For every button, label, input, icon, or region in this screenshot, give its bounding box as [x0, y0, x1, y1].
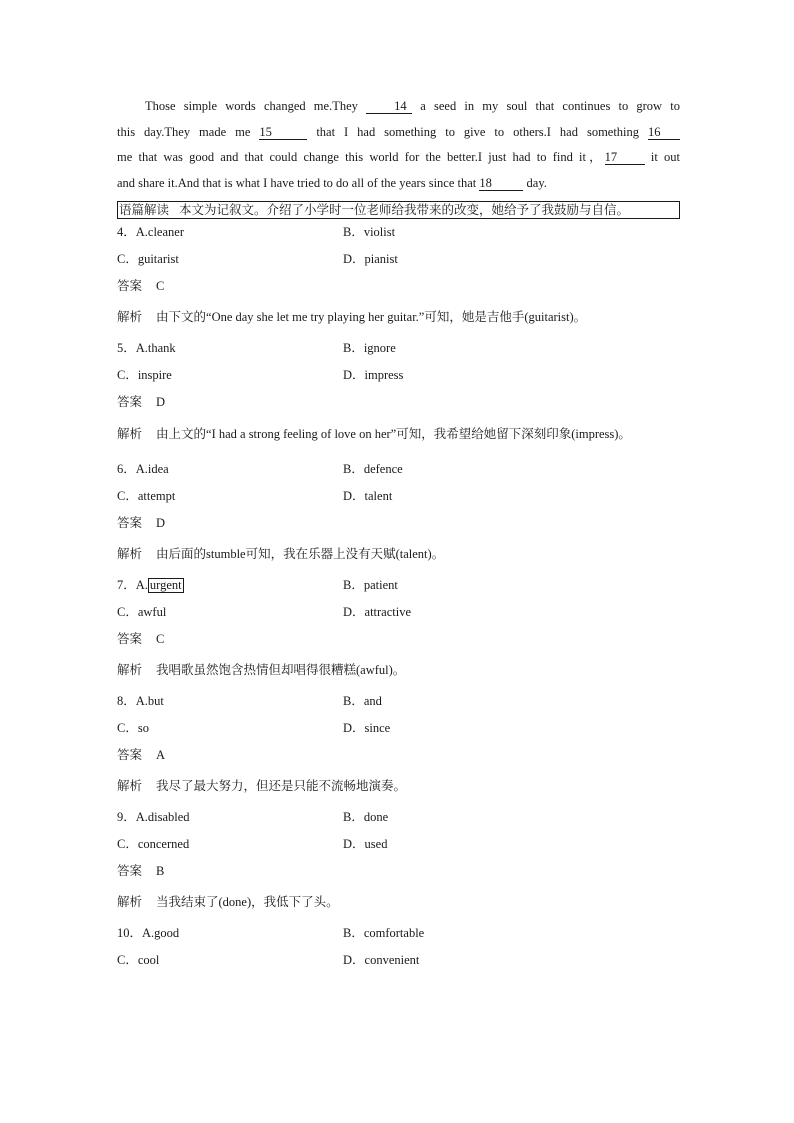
explanation-5 [117, 416, 680, 452]
blank-16: 16 [648, 125, 680, 140]
passage-text: and share it.And that is what I have tried to do all of the years since that [117, 175, 480, 190]
summary-label: 语篇解读 [119, 203, 170, 217]
passage-text: it out [644, 150, 680, 164]
question-5-row-2 [117, 362, 680, 389]
option-a: 8．A.but [117, 694, 164, 708]
option-c: C．inspire [117, 368, 172, 382]
option-c: C．so [117, 721, 149, 735]
explanation-label: 解析 [117, 663, 143, 677]
option-c: C．guitarist [117, 252, 179, 266]
explanation-label: 解析 [117, 895, 143, 909]
answer-value: C [156, 632, 165, 646]
passage-line [117, 171, 680, 197]
blank-15: 15 [259, 125, 307, 140]
option-a: 10．A.good [117, 926, 180, 940]
option-b: B．and [343, 694, 382, 708]
explanation-label: 解析 [117, 310, 143, 324]
answer-label: 答案 [117, 748, 143, 762]
explanation-text: 由后面的stumble可知，我在乐器上没有天赋(talent)。 [156, 547, 445, 561]
explanation-text: 由上文的“I had a strong feeling of love on her”可知，我希望给她留下深刻印象(impress)。 [156, 427, 631, 441]
passage-line [117, 120, 680, 146]
question-5-row-1 [117, 335, 680, 362]
explanation-text: 我唱歌虽然饱含热情但却唱得很糟糕(awful)。 [156, 663, 406, 677]
answer-label: 答案 [117, 516, 143, 530]
answer-value: A [156, 748, 166, 762]
option-c: C．awful [117, 605, 167, 619]
question-10-row-2 [117, 947, 680, 974]
passage [117, 94, 680, 196]
option-a-word: urgent [149, 578, 182, 592]
blank-14: 14 [366, 99, 412, 114]
explanation-9 [117, 889, 680, 916]
answer-value: D [156, 516, 166, 530]
option-d: D．convenient [343, 953, 420, 967]
option-b: B．defence [343, 462, 403, 476]
explanation-4 [117, 304, 680, 331]
passage-summary-box [117, 201, 680, 219]
answer-5 [117, 389, 680, 416]
explanation-6 [117, 541, 680, 568]
option-b: B．patient [343, 578, 398, 592]
option-d: D．talent [343, 489, 393, 503]
explanation-label: 解析 [117, 779, 143, 793]
option-a: 4．A.cleaner [117, 225, 184, 239]
answer-label: 答案 [117, 864, 143, 878]
passage-text: Those simple words changed me.They [145, 99, 367, 113]
answer-4 [117, 273, 680, 300]
question-9-row-2 [117, 831, 680, 858]
passage-text: me that was good and that could change this world for the better.I just had to find it， [117, 150, 605, 164]
question-7-row-1 [117, 572, 680, 599]
answer-7 [117, 626, 680, 653]
option-c: C．concerned [117, 837, 190, 851]
explanation-7 [117, 657, 680, 684]
explanation-text: 当我结束了(done)，我低下了头。 [156, 895, 339, 909]
question-8-row-2 [117, 715, 680, 742]
answer-value: D [156, 395, 166, 409]
passage-text: day. [523, 175, 547, 190]
answer-9 [117, 858, 680, 885]
answer-label: 答案 [117, 279, 143, 293]
option-d: D．since [343, 721, 391, 735]
blank-18: 18 [479, 176, 523, 191]
answer-label: 答案 [117, 632, 143, 646]
question-4-row-1 [117, 219, 680, 246]
question-10-row-1 [117, 920, 680, 947]
question-8-row-1 [117, 688, 680, 715]
option-b: B．comfortable [343, 926, 425, 940]
answer-value: C [156, 279, 165, 293]
option-c: C．attempt [117, 489, 176, 503]
passage-line [117, 94, 680, 120]
explanation-label: 解析 [117, 547, 143, 561]
explanation-text: 由下文的“One day she let me try playing her guitar.”可知，她是吉他手(guitarist)。 [156, 310, 587, 324]
passage-text: this day.They made me [117, 124, 260, 139]
option-d: D．pianist [343, 252, 398, 266]
explanation-label: 解析 [117, 427, 143, 441]
option-d: D．used [343, 837, 388, 851]
option-b: B．violist [343, 225, 396, 239]
answer-8 [117, 742, 680, 769]
question-6-row-1 [117, 456, 680, 483]
option-a-prefix: 7．A. [117, 578, 148, 592]
question-9-row-1 [117, 804, 680, 831]
passage-line [117, 145, 680, 171]
option-c: C．cool [117, 953, 160, 967]
option-a: 5．A.thank [117, 341, 176, 355]
option-a [117, 572, 184, 599]
passage-text: that I had something to give to others.I had something [307, 124, 649, 139]
answer-label: 答案 [117, 395, 143, 409]
explanation-8 [117, 773, 680, 800]
answer-value: B [156, 864, 165, 878]
option-a: 6．A.idea [117, 462, 169, 476]
question-4-row-2 [117, 246, 680, 273]
explanation-text: 我尽了最大努力，但还是只能不流畅地演奏。 [156, 779, 407, 793]
answer-6 [117, 510, 680, 537]
summary-text: 本文为记叙文。介绍了小学时一位老师给我带来的改变，她给予了我鼓励与自信。 [179, 203, 630, 217]
document-page [117, 94, 680, 974]
question-7-row-2 [117, 599, 680, 626]
passage-text: a seed in my soul that continues to grow to [412, 99, 680, 113]
question-6-row-2 [117, 483, 680, 510]
option-d: D．attractive [343, 605, 412, 619]
option-b: B．ignore [343, 341, 396, 355]
option-a: 9．A.disabled [117, 810, 190, 824]
blank-17: 17 [605, 150, 645, 165]
option-b: B．done [343, 810, 389, 824]
option-d: D．impress [343, 368, 404, 382]
